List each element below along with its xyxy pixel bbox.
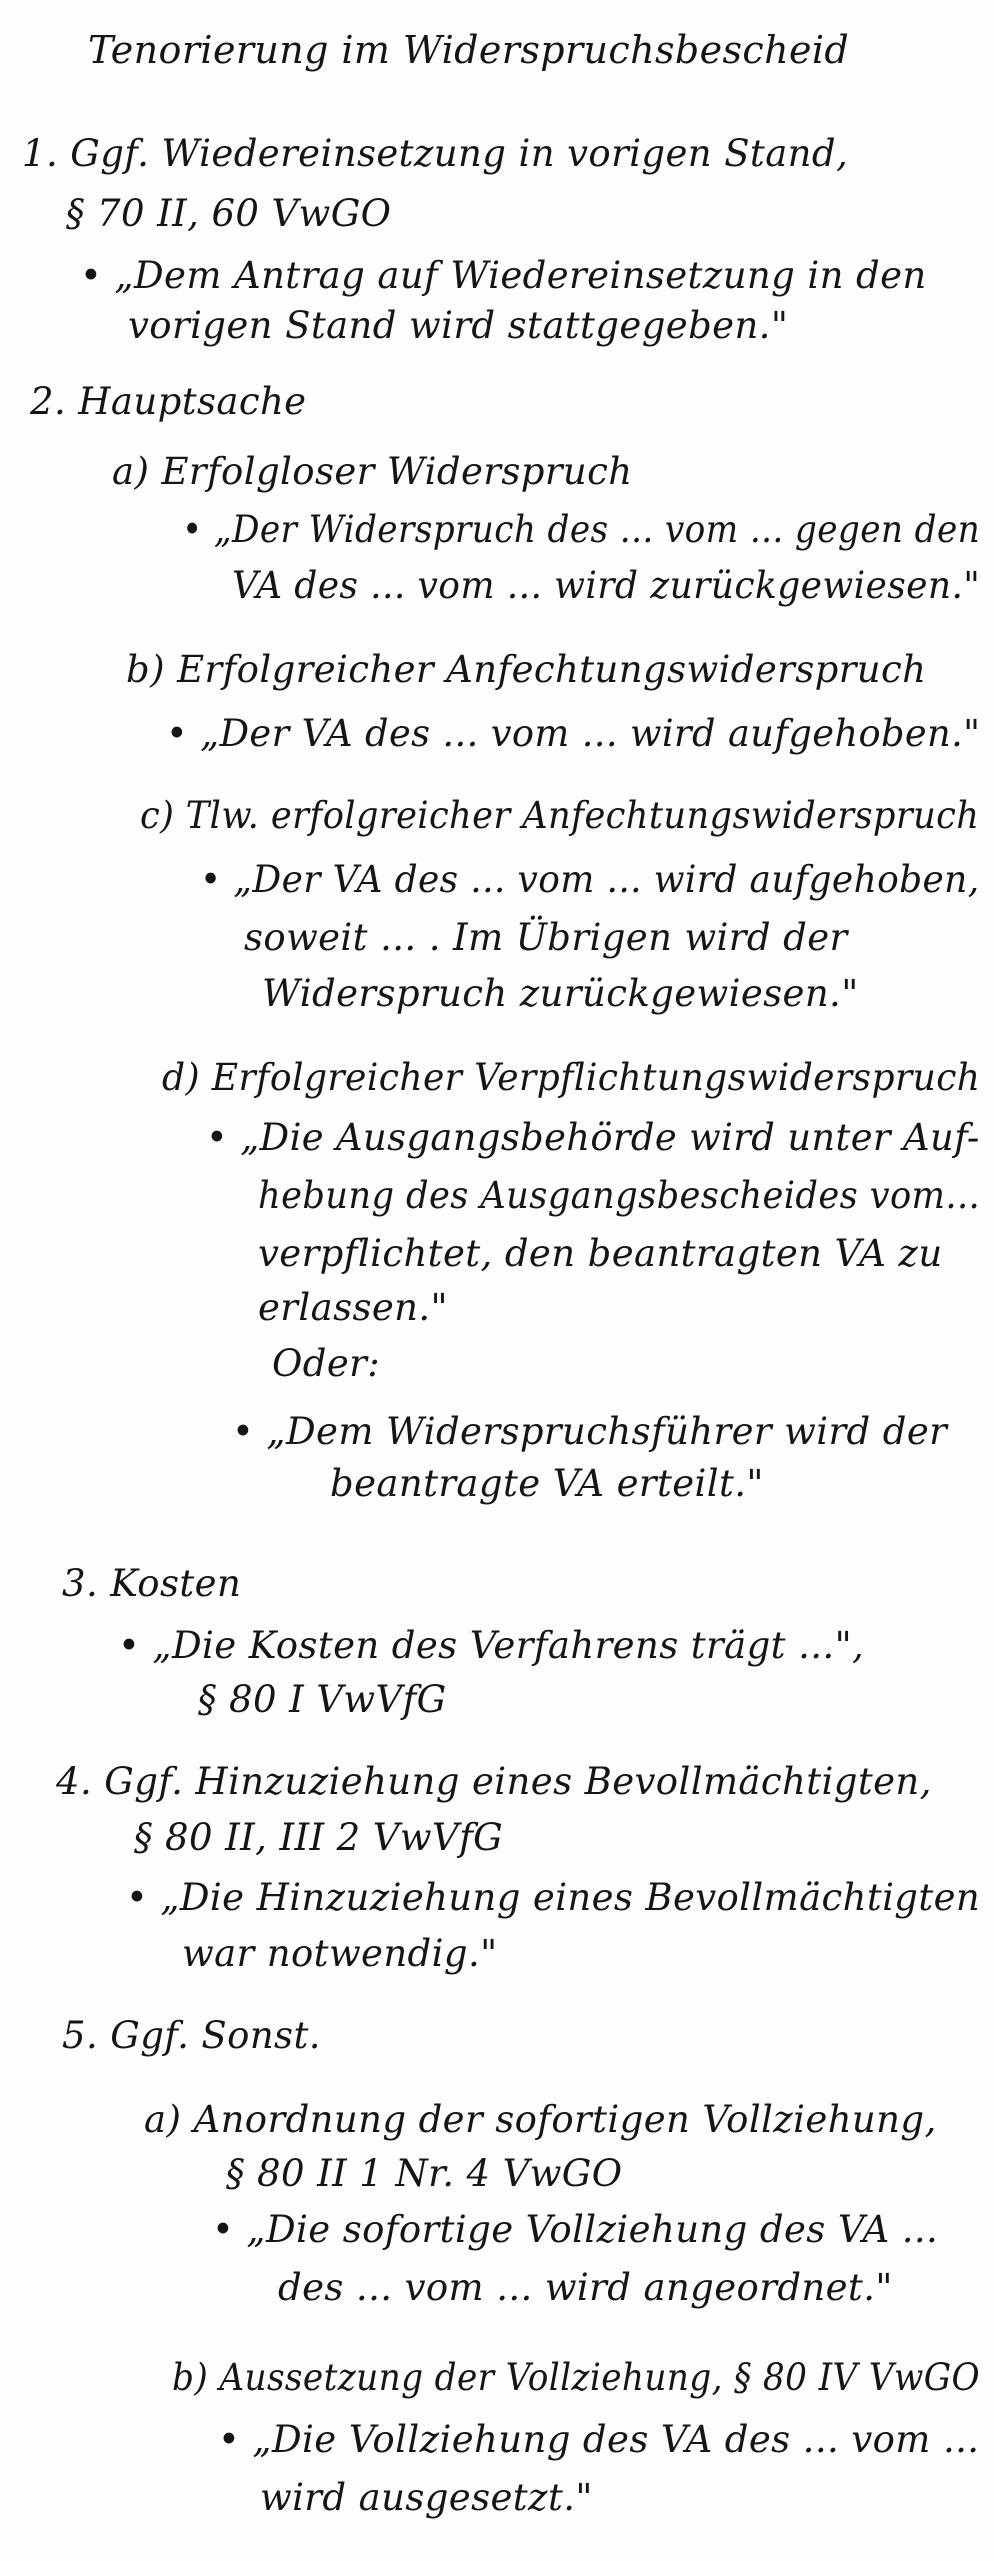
section-5b-heading: b) Aussetzung der Vollziehung, § 80 IV VwGO [172,2356,981,2399]
page-title: Tenorierung im Widerspruchsbescheid [88,28,850,72]
section-5a-heading: a) Anordnung der sofortigen Vollziehung, [144,2098,937,2141]
section-2c-line-1: • „Der VA des ... vom ... wird aufgehoben, [200,858,980,901]
section-2c-line-3: Widerspruch zurückgewiesen." [262,972,859,1015]
section-2d-heading: d) Erfolgreicher Verpflichtungswiderspruch [162,1056,981,1099]
section-1-reference: § 70 II, 60 VwGO [66,192,392,235]
section-2d-line-6: beantragte VA erteilt." [330,1462,764,1505]
section-5a-line-1: • „Die sofortige Vollziehung des VA ... [212,2208,939,2251]
section-2-heading: 2. Hauptsache [30,380,307,423]
section-2b-heading: b) Erfolgreicher Anfechtungswiderspruch [126,648,927,691]
section-3-line-2: § 80 I VwVfG [198,1678,447,1721]
section-2a-heading: a) Erfolgloser Widerspruch [112,450,633,493]
section-2d-line-2: hebung des Ausgangsbescheides vom... [258,1174,981,1217]
section-4-line-1: • „Die Hinzuziehung eines Bevollmächtigten [126,1876,981,1919]
section-2a-line-2: VA des ... vom ... wird zurückgewiesen." [232,564,981,607]
section-3-line-1: • „Die Kosten des Verfahrens trägt ...", [118,1624,865,1667]
section-2c-heading: c) Tlw. erfolgreicher Anfechtungswiderspruch [140,794,980,837]
section-2d-line-5: • „Dem Widerspruchsführer wird der [232,1410,948,1453]
section-2d-line-4: erlassen." [258,1286,448,1329]
section-2d-line-3: verpflichtet, den beantragten VA zu [258,1232,943,1275]
section-2c-line-2: soweit ... . Im Übrigen wird der [244,916,848,959]
section-4-line-2: war notwendig." [182,1932,498,1975]
section-5a-line-2: des ... vom ... wird angeordnet." [278,2266,893,2309]
section-5b-line-2: wird ausgesetzt." [260,2476,593,2519]
section-2d-oder: Oder: [272,1342,381,1385]
section-1-bullet-line-2: vorigen Stand wird stattgegeben." [128,304,789,347]
section-4-reference: § 80 II, III 2 VwVfG [134,1816,504,1859]
section-2d-line-1: • „Die Ausgangsbehörde wird unter Auf- [206,1116,980,1159]
section-5-heading: 5. Ggf. Sonst. [62,2014,321,2057]
section-5a-reference: § 80 II 1 Nr. 4 VwGO [226,2152,623,2195]
section-2a-line-1: • „Der Widerspruch des ... vom ... gegen den [182,508,981,551]
section-1-heading: 1. Ggf. Wiedereinsetzung in vorigen Stand, [22,132,849,175]
section-3-heading: 3. Kosten [62,1562,242,1605]
section-2b-line-1: • „Der VA des ... vom ... wird aufgehoben." [166,712,981,755]
section-1-bullet-line-1: • „Dem Antrag auf Wiedereinsetzung in den [80,254,927,297]
section-5b-line-1: • „Die Vollziehung des VA des ... vom ... [218,2418,980,2461]
section-4-heading: 4. Ggf. Hinzuziehung eines Bevollmächtigten, [56,1760,932,1803]
